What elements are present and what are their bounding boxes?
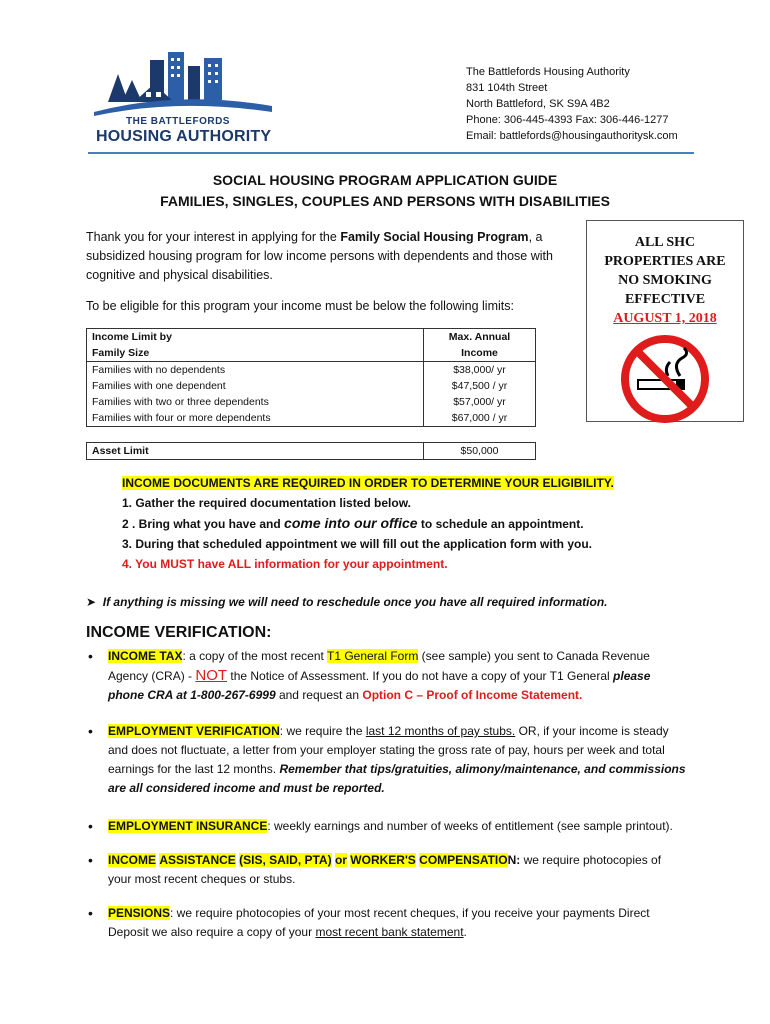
- logo-line2: HOUSING AUTHORITY: [96, 128, 272, 145]
- eligibility-text: To be eligible for this program your income must be below the following limits:: [86, 299, 514, 313]
- cell-text: $38,000/ yr: [453, 364, 506, 376]
- page-title: SOCIAL HOUSING PROGRAM APPLICATION GUIDE: [212, 172, 558, 188]
- cell-text: Families with one dependent: [92, 380, 226, 392]
- list-item-employment-insurance: [86, 817, 686, 836]
- cell-text: $67,000 / yr: [451, 412, 508, 424]
- item-label: WORKER'S: [350, 853, 416, 867]
- notice-line: ALL SHC: [634, 235, 696, 250]
- note-text: If anything is missing we will need to reschedule once you have all required information.: [102, 595, 608, 609]
- item-text: : we require the: [279, 724, 366, 738]
- verification-list: [86, 647, 686, 942]
- header-text: Max. Annual: [448, 331, 511, 343]
- docs-section: [122, 473, 614, 574]
- verification-heading: INCOME VERIFICATION:: [86, 624, 272, 641]
- income-limits-table: [86, 328, 536, 427]
- asset-limit-table: [86, 442, 536, 460]
- notice-line: EFFECTIVE: [624, 292, 706, 307]
- item-label: EMPLOYMENT INSURANCE: [108, 819, 268, 833]
- program-name: Family Social Housing Program: [340, 230, 529, 244]
- item-label: INCOME TAX: [108, 649, 183, 663]
- header-text: Income Limit by: [92, 331, 172, 343]
- item-highlight: T1 General Form: [326, 649, 419, 663]
- header-text: Family Size: [92, 347, 150, 359]
- step-emphasis: come into our office: [284, 515, 418, 531]
- item-label: INCOME: [108, 853, 156, 867]
- logo: [88, 52, 278, 152]
- address-line: North Battleford, SK S9A 4B2: [466, 98, 610, 110]
- asset-value: $50,000: [424, 443, 536, 460]
- item-text: .: [463, 925, 467, 939]
- logo-line1: THE BATTLEFORDS: [126, 116, 230, 127]
- header-text: Income: [461, 347, 498, 359]
- table-header-cell: [424, 329, 536, 362]
- item-label: COMPENSATIO: [419, 853, 508, 867]
- table-row: [87, 362, 536, 427]
- cell-text: Families with no dependents: [92, 364, 226, 376]
- reschedule-note: [86, 592, 608, 612]
- notice-line: NO SMOKING: [618, 273, 712, 288]
- header-divider: [88, 152, 694, 154]
- address-line: Phone: 306-445-4393 Fax: 306-446-1277: [466, 114, 669, 126]
- item-text: OR, if your income is steady and does not fluctuate, a letter from your employer stating the gross rate of pay, hours per week and total earnings for the last 12 months.: [108, 724, 669, 776]
- address-line: The Battlefords Housing Authority: [466, 66, 630, 78]
- cell-text: Families with two or three dependents: [92, 396, 269, 408]
- cell-text: $47,500 / yr: [451, 380, 508, 392]
- address-line: 831 104th Street: [466, 82, 548, 94]
- item-emphasis: NOT: [195, 667, 228, 684]
- item-text: we require photocopies of your most recent cheques or stubs.: [108, 853, 662, 886]
- no-smoking-icon: [620, 334, 710, 424]
- intro-text: Thank you for your interest in applying for the: [86, 230, 341, 244]
- notice-date: AUGUST 1, 2018: [613, 311, 717, 326]
- list-item-income-tax: [86, 647, 686, 705]
- cell-text: $57,000/ yr: [453, 396, 506, 408]
- intro-paragraph: [86, 228, 574, 285]
- list-item-income-assistance: [86, 851, 686, 889]
- no-smoking-notice: [586, 220, 744, 422]
- table-cell: [424, 362, 536, 427]
- step-3: 3. During that scheduled appointment we will fill out the application form with you.: [122, 537, 593, 551]
- step-text: 2 . Bring what you have and: [122, 517, 285, 531]
- table-row: [87, 443, 536, 460]
- item-label: (SIS, SAID, PTA): [239, 853, 332, 867]
- address-block: [466, 64, 678, 144]
- item-label: PENSIONS: [108, 906, 171, 920]
- address-line: Email: battlefords@housingauthoritysk.com: [466, 130, 678, 142]
- list-item-employment: [86, 722, 686, 798]
- list-item-pensions: [86, 904, 686, 942]
- item-label: N:: [507, 853, 521, 867]
- asset-label: Asset Limit: [87, 443, 424, 460]
- item-text: : weekly earnings and number of weeks of entitlement (see sample printout).: [267, 819, 673, 833]
- intro-text: , a subsidized housing program for low income persons with dependents and those with cognitive and physical disabilities.: [86, 230, 553, 282]
- item-label: EMPLOYMENT VERIFICATION: [108, 724, 280, 738]
- item-label: ASSISTANCE: [159, 853, 236, 867]
- item-emphasis: last 12 months of pay stubs.: [365, 724, 516, 738]
- notice-line: PROPERTIES ARE: [604, 254, 726, 269]
- item-phone: please phone CRA at 1-800-267-6999: [108, 669, 651, 702]
- step-4: 4. You MUST have ALL information for your appointment.: [122, 557, 448, 571]
- item-text: and request an: [275, 688, 363, 702]
- step-1: 1. Gather the required documentation listed below.: [122, 496, 411, 510]
- item-label: or: [334, 853, 347, 867]
- table-header-row: [87, 329, 536, 362]
- item-emphasis: most recent bank statement: [315, 925, 464, 939]
- docs-heading: INCOME DOCUMENTS ARE REQUIRED IN ORDER TO DETERMINE YOUR ELIGIBILITY.: [122, 476, 614, 490]
- step-text: to schedule an appointment.: [417, 517, 584, 531]
- table-cell: [87, 362, 424, 427]
- item-text: (see sample) you sent to Canada Revenue Agency (CRA) -: [108, 649, 650, 683]
- item-emphasis: Remember that tips/gratuities, alimony/maintenance, and commissions are all considered income and must be reported.: [108, 762, 686, 795]
- item-emphasis: Option C – Proof of Income Statement.: [362, 688, 583, 702]
- arrow-icon: ➤: [86, 595, 103, 609]
- page-subtitle: FAMILIES, SINGLES, COUPLES AND PERSONS WITH DISABILITIES: [160, 193, 610, 209]
- cell-text: Families with four or more dependents: [92, 412, 271, 424]
- item-text: the Notice of Assessment. If you do not have a copy of your T1 General: [227, 669, 614, 683]
- item-text: : we require photocopies of your most recent cheques, if you receive your payments Direct Deposit we also require a copy of your: [108, 906, 650, 939]
- step-2: [122, 513, 614, 534]
- table-header-cell: [87, 329, 424, 362]
- item-text: : a copy of the most recent: [182, 649, 327, 663]
